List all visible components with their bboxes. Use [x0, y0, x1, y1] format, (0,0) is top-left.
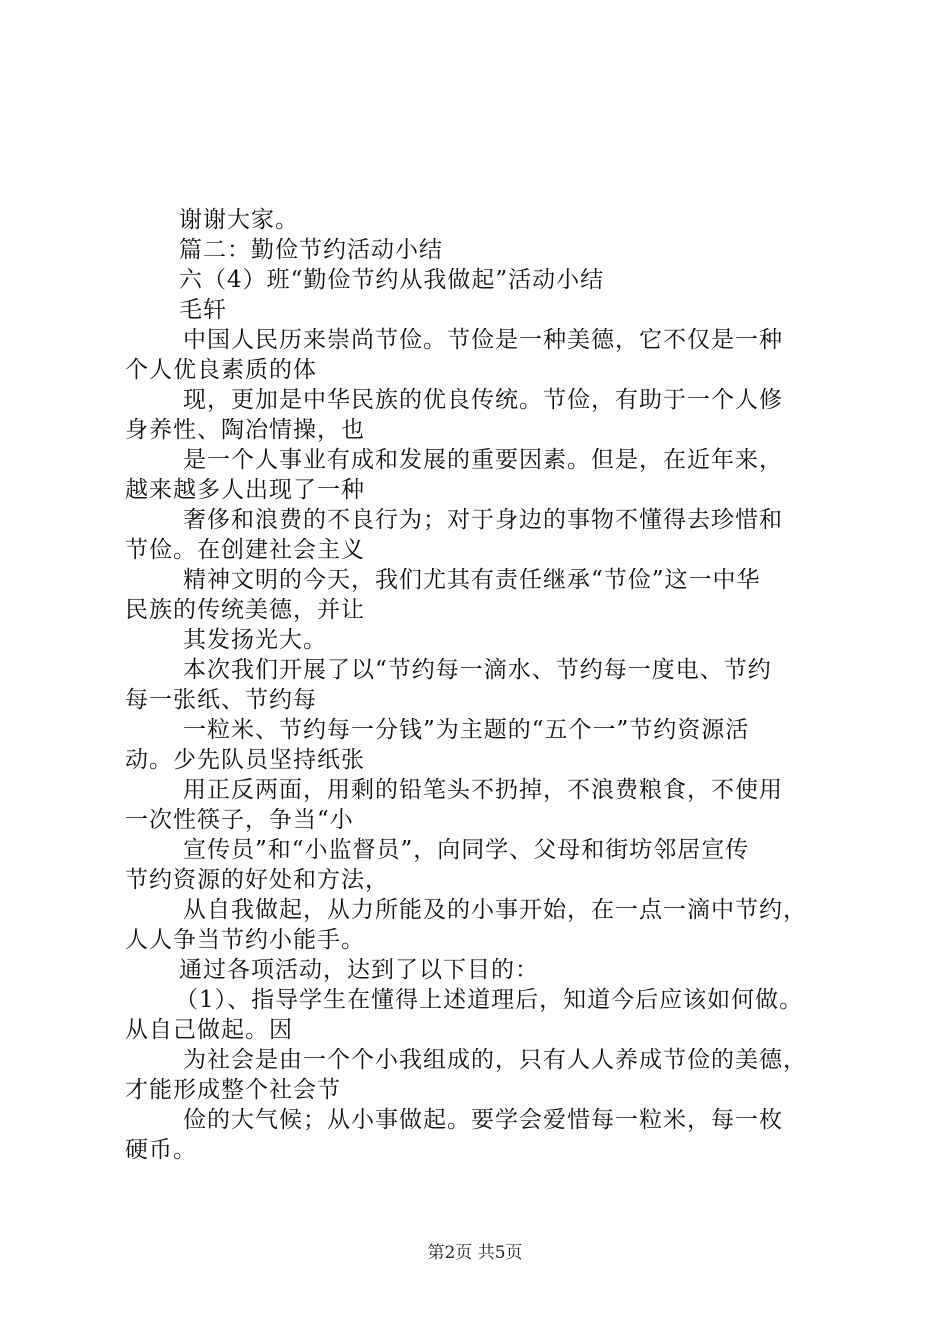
- text-line: 本次我们开展了以“节约每一滴水、节约每一度电、节约: [183, 657, 772, 683]
- text-line: 用正反两面，用剩的铅笔头不扔掉，不浪费粮食，不使用: [183, 777, 783, 803]
- text-line: 谢谢大家。: [179, 207, 299, 233]
- text-line: 宣传员”和“小监督员”，向同学、父母和街坊邻居宣传: [183, 837, 750, 863]
- text-line: 是一个人事业有成和发展的重要因素。但是，在近年来，: [183, 447, 783, 473]
- text-line: 从自己做起。因: [125, 1017, 293, 1043]
- page-footer: [0, 1242, 950, 1264]
- text-line: 一次性筷子，争当“小: [125, 807, 354, 833]
- author-name: 毛轩: [179, 297, 227, 323]
- text-line: 节约资源的好处和方法，: [125, 867, 389, 893]
- section-heading: 篇二：勤俭节约活动小结: [179, 237, 443, 263]
- text-line: 硬币。: [125, 1137, 197, 1163]
- text-line: 节俭。在创建社会主义: [125, 537, 365, 563]
- text-line: 现，更加是中华民族的优良传统。节俭，有助于一个人修: [183, 387, 783, 413]
- text-line: 民族的传统美德，并让: [125, 597, 365, 623]
- text-line: 每一张纸、节约每: [125, 687, 317, 713]
- document-body: [125, 205, 845, 1165]
- text-line: 从自我做起，从力所能及的小事开始，在一点一滴中节约，: [183, 897, 807, 923]
- text-line: 其发扬光大。: [183, 627, 327, 653]
- text-line: 奢侈和浪费的不良行为；对于身边的事物不懂得去珍惜和: [183, 507, 783, 533]
- text-line: 才能形成整个社会节: [125, 1077, 341, 1103]
- text-line: 中国人民历来崇尚节俭。节俭是一种美德，它不仅是一种: [183, 327, 783, 353]
- text-line: 通过各项活动，达到了以下目的：: [179, 957, 539, 983]
- text-line: 动。少先队员坚持纸张: [125, 747, 365, 773]
- text-line: 越来越多人出现了一种: [125, 477, 365, 503]
- text-line: 一粒米、节约每一分钱”为主题的“五个一”节约资源活: [183, 717, 750, 743]
- text-line: 个人优良素质的体: [125, 357, 317, 383]
- text-line: 精神文明的今天，我们尤其有责任继承“节俭”这一中华: [183, 567, 761, 593]
- page-number: 第2页 共5页: [427, 1243, 523, 1263]
- text-line: 俭的大气候；从小事做起。要学会爱惜每一粒米，每一枚: [183, 1107, 783, 1133]
- text-line: 身养性、陶冶情操，也: [125, 417, 365, 443]
- text-line: 为社会是由一个个小我组成的，只有人人养成节俭的美德，: [183, 1047, 807, 1073]
- article-title: 六（4）班“勤俭节约从我做起”活动小结: [179, 267, 605, 293]
- text-line: （1）、指导学生在懂得上述道理后，知道今后应该如何做。: [175, 987, 804, 1013]
- text-line: 人人争当节约小能手。: [125, 927, 365, 953]
